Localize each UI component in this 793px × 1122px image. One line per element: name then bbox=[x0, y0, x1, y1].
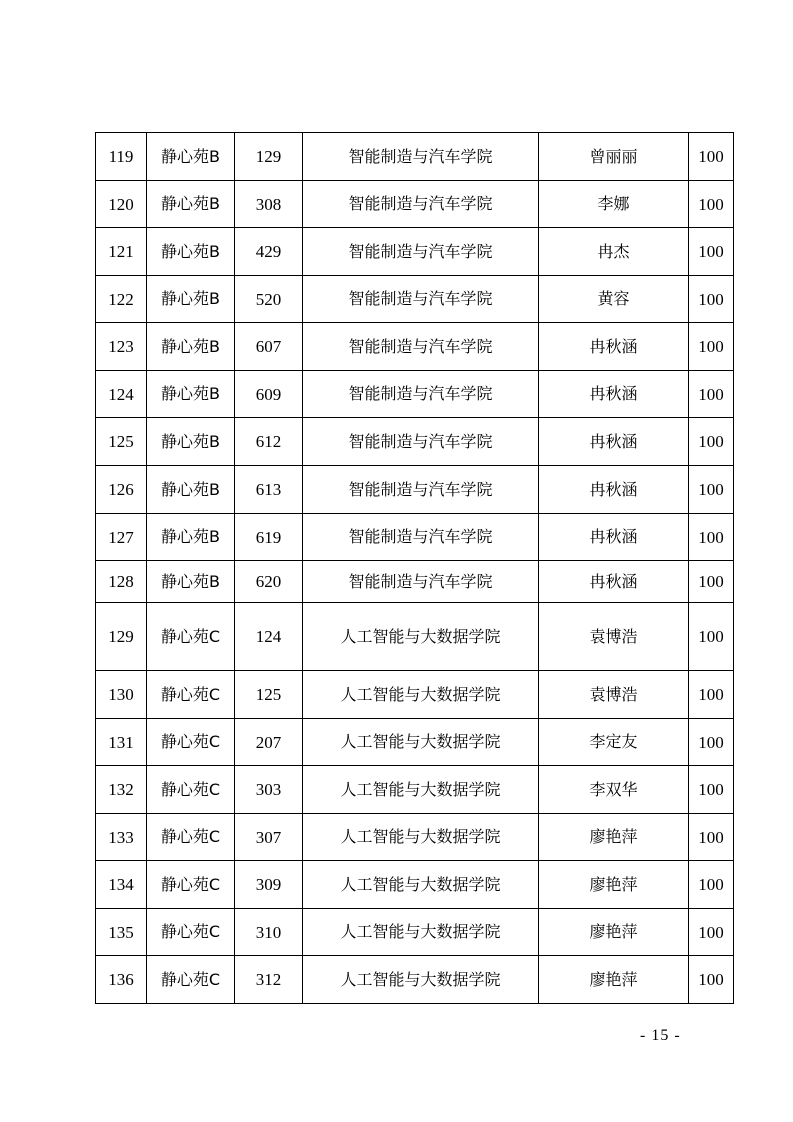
table-row bbox=[96, 814, 734, 861]
cell-college: 人工智能与大数据学院 bbox=[303, 861, 539, 909]
cell-building: 静心苑C bbox=[147, 719, 235, 766]
cell-number: 133 bbox=[96, 814, 147, 861]
cell-score: 100 bbox=[689, 561, 734, 603]
page-number: - 15 - bbox=[640, 1027, 681, 1044]
cell-number: 122 bbox=[96, 276, 147, 323]
cell-name: 冉秋涵 bbox=[539, 466, 689, 514]
cell-college: 人工智能与大数据学院 bbox=[303, 671, 539, 719]
cell-score: 100 bbox=[689, 766, 734, 814]
table-row bbox=[96, 323, 734, 371]
cell-name: 廖艳萍 bbox=[539, 909, 689, 956]
cell-score: 100 bbox=[689, 133, 734, 181]
dormitory-score-table bbox=[95, 132, 734, 1004]
cell-building: 静心苑B bbox=[147, 276, 235, 323]
cell-score: 100 bbox=[689, 181, 734, 228]
cell-score: 100 bbox=[689, 466, 734, 514]
cell-number: 123 bbox=[96, 323, 147, 371]
cell-name: 黄容 bbox=[539, 276, 689, 323]
cell-college: 人工智能与大数据学院 bbox=[303, 766, 539, 814]
cell-college: 智能制造与汽车学院 bbox=[303, 561, 539, 603]
cell-college: 智能制造与汽车学院 bbox=[303, 133, 539, 181]
table-row bbox=[96, 909, 734, 956]
cell-building: 静心苑C bbox=[147, 861, 235, 909]
cell-room: 620 bbox=[235, 561, 303, 603]
cell-number: 128 bbox=[96, 561, 147, 603]
cell-number: 131 bbox=[96, 719, 147, 766]
cell-college: 人工智能与大数据学院 bbox=[303, 603, 539, 671]
cell-score: 100 bbox=[689, 814, 734, 861]
cell-room: 429 bbox=[235, 228, 303, 276]
cell-room: 308 bbox=[235, 181, 303, 228]
cell-college: 智能制造与汽车学院 bbox=[303, 418, 539, 466]
table-body bbox=[96, 133, 734, 1004]
cell-room: 303 bbox=[235, 766, 303, 814]
cell-room: 609 bbox=[235, 371, 303, 418]
cell-building: 静心苑B bbox=[147, 228, 235, 276]
cell-number: 126 bbox=[96, 466, 147, 514]
cell-number: 125 bbox=[96, 418, 147, 466]
cell-score: 100 bbox=[689, 371, 734, 418]
cell-building: 静心苑B bbox=[147, 371, 235, 418]
cell-name: 冉秋涵 bbox=[539, 323, 689, 371]
cell-building: 静心苑B bbox=[147, 181, 235, 228]
table-row bbox=[96, 133, 734, 181]
cell-number: 127 bbox=[96, 514, 147, 561]
cell-room: 613 bbox=[235, 466, 303, 514]
cell-score: 100 bbox=[689, 514, 734, 561]
table-row bbox=[96, 371, 734, 418]
cell-college: 智能制造与汽车学院 bbox=[303, 514, 539, 561]
cell-name: 李双华 bbox=[539, 766, 689, 814]
cell-room: 309 bbox=[235, 861, 303, 909]
cell-college: 智能制造与汽车学院 bbox=[303, 466, 539, 514]
cell-college: 智能制造与汽车学院 bbox=[303, 228, 539, 276]
cell-number: 124 bbox=[96, 371, 147, 418]
table-row bbox=[96, 766, 734, 814]
cell-room: 619 bbox=[235, 514, 303, 561]
cell-building: 静心苑C bbox=[147, 956, 235, 1004]
cell-name: 冉秋涵 bbox=[539, 561, 689, 603]
table-row bbox=[96, 228, 734, 276]
cell-college: 智能制造与汽车学院 bbox=[303, 276, 539, 323]
cell-college: 人工智能与大数据学院 bbox=[303, 909, 539, 956]
cell-college: 人工智能与大数据学院 bbox=[303, 956, 539, 1004]
cell-name: 李定友 bbox=[539, 719, 689, 766]
cell-room: 607 bbox=[235, 323, 303, 371]
cell-name: 廖艳萍 bbox=[539, 861, 689, 909]
cell-number: 129 bbox=[96, 603, 147, 671]
table-row bbox=[96, 466, 734, 514]
cell-college: 人工智能与大数据学院 bbox=[303, 719, 539, 766]
cell-room: 307 bbox=[235, 814, 303, 861]
cell-number: 135 bbox=[96, 909, 147, 956]
cell-college: 智能制造与汽车学院 bbox=[303, 371, 539, 418]
cell-score: 100 bbox=[689, 418, 734, 466]
cell-number: 136 bbox=[96, 956, 147, 1004]
cell-score: 100 bbox=[689, 671, 734, 719]
cell-name: 廖艳萍 bbox=[539, 956, 689, 1004]
cell-name: 冉杰 bbox=[539, 228, 689, 276]
cell-building: 静心苑C bbox=[147, 766, 235, 814]
cell-building: 静心苑C bbox=[147, 909, 235, 956]
cell-building: 静心苑B bbox=[147, 514, 235, 561]
cell-score: 100 bbox=[689, 861, 734, 909]
cell-score: 100 bbox=[689, 276, 734, 323]
table-row bbox=[96, 418, 734, 466]
cell-number: 120 bbox=[96, 181, 147, 228]
cell-name: 廖艳萍 bbox=[539, 814, 689, 861]
cell-score: 100 bbox=[689, 323, 734, 371]
cell-college: 智能制造与汽车学院 bbox=[303, 323, 539, 371]
cell-name: 冉秋涵 bbox=[539, 418, 689, 466]
cell-score: 100 bbox=[689, 909, 734, 956]
table-row bbox=[96, 181, 734, 228]
cell-number: 134 bbox=[96, 861, 147, 909]
cell-score: 100 bbox=[689, 719, 734, 766]
cell-name: 袁博浩 bbox=[539, 603, 689, 671]
cell-room: 129 bbox=[235, 133, 303, 181]
table-row bbox=[96, 719, 734, 766]
cell-name: 李娜 bbox=[539, 181, 689, 228]
cell-building: 静心苑C bbox=[147, 603, 235, 671]
cell-score: 100 bbox=[689, 603, 734, 671]
cell-name: 冉秋涵 bbox=[539, 371, 689, 418]
table-row bbox=[96, 561, 734, 603]
table-row bbox=[96, 671, 734, 719]
cell-building: 静心苑B bbox=[147, 418, 235, 466]
cell-number: 130 bbox=[96, 671, 147, 719]
table-row bbox=[96, 861, 734, 909]
cell-room: 124 bbox=[235, 603, 303, 671]
cell-room: 520 bbox=[235, 276, 303, 323]
cell-number: 121 bbox=[96, 228, 147, 276]
cell-building: 静心苑B bbox=[147, 133, 235, 181]
cell-name: 袁博浩 bbox=[539, 671, 689, 719]
table-row bbox=[96, 603, 734, 671]
cell-number: 132 bbox=[96, 766, 147, 814]
table-row bbox=[96, 956, 734, 1004]
table-row bbox=[96, 514, 734, 561]
cell-room: 207 bbox=[235, 719, 303, 766]
cell-building: 静心苑C bbox=[147, 814, 235, 861]
cell-score: 100 bbox=[689, 228, 734, 276]
cell-college: 人工智能与大数据学院 bbox=[303, 814, 539, 861]
table-row bbox=[96, 276, 734, 323]
cell-room: 310 bbox=[235, 909, 303, 956]
cell-room: 312 bbox=[235, 956, 303, 1004]
cell-name: 曾丽丽 bbox=[539, 133, 689, 181]
cell-building: 静心苑B bbox=[147, 466, 235, 514]
cell-number: 119 bbox=[96, 133, 147, 181]
cell-room: 125 bbox=[235, 671, 303, 719]
cell-room: 612 bbox=[235, 418, 303, 466]
cell-name: 冉秋涵 bbox=[539, 514, 689, 561]
cell-college: 智能制造与汽车学院 bbox=[303, 181, 539, 228]
cell-score: 100 bbox=[689, 956, 734, 1004]
cell-building: 静心苑B bbox=[147, 561, 235, 603]
cell-building: 静心苑C bbox=[147, 671, 235, 719]
cell-building: 静心苑B bbox=[147, 323, 235, 371]
